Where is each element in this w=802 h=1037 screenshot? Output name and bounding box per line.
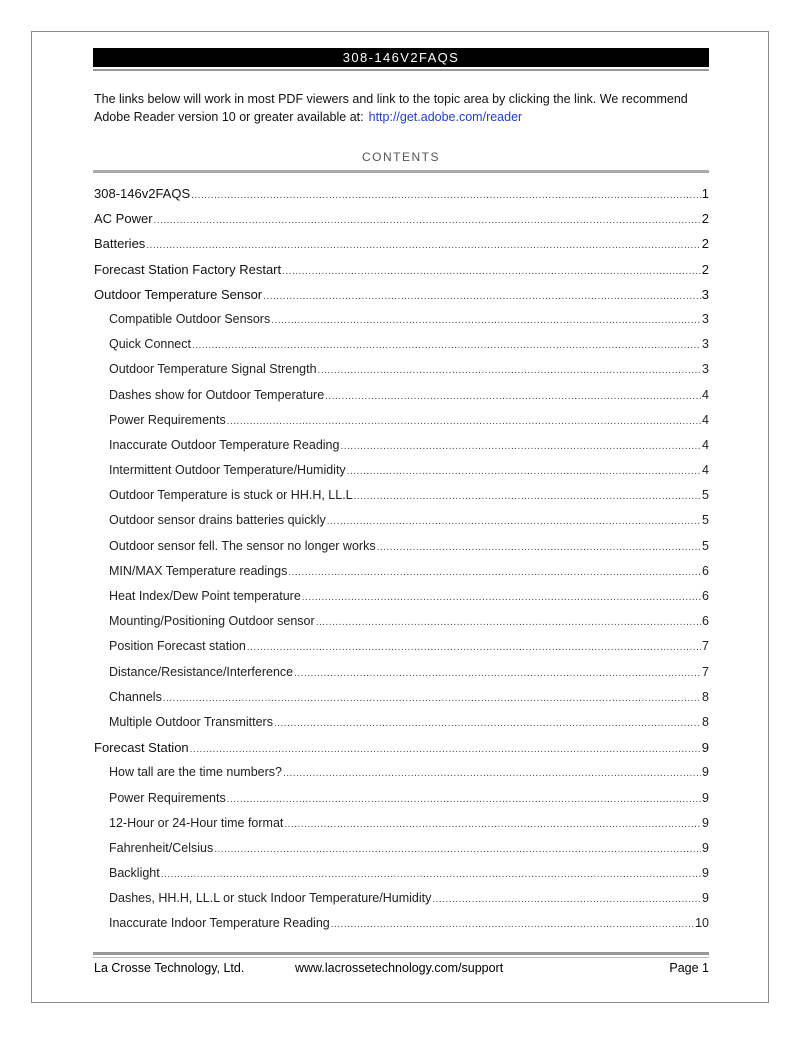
- toc-dot-leader: [347, 466, 701, 477]
- toc-entry-title: How tall are the time numbers?: [109, 765, 282, 780]
- toc-entry-title: Position Forecast station: [109, 639, 246, 654]
- toc-entry[interactable]: [94, 665, 709, 690]
- toc-entry-title: Inaccurate Indoor Temperature Reading: [109, 916, 330, 931]
- toc-dot-leader: [247, 642, 701, 653]
- toc-dot-leader: [377, 542, 701, 553]
- toc-entry-page: 5: [702, 488, 709, 503]
- toc-entry[interactable]: [94, 715, 709, 740]
- toc-entry-page: 9: [702, 866, 709, 881]
- toc-entry[interactable]: [94, 841, 709, 866]
- toc-entry[interactable]: [94, 564, 709, 589]
- toc-entry-title: 12-Hour or 24-Hour time format: [109, 815, 284, 830]
- toc-entry[interactable]: [94, 287, 709, 312]
- toc-entry[interactable]: [94, 765, 709, 790]
- document-title: 308-146V2FAQS: [93, 48, 709, 67]
- toc-entry-page: 3: [702, 362, 709, 377]
- toc-entry-title: Heat Index/Dew Point temperature: [109, 589, 301, 603]
- toc-entry-page: 10: [695, 916, 709, 931]
- toc-entry-page: 6: [702, 563, 709, 578]
- toc-dot-leader: [274, 718, 701, 729]
- toc-dot-leader: [316, 617, 701, 628]
- toc-dot-leader: [288, 567, 701, 578]
- table-of-contents: [94, 186, 709, 942]
- toc-entry[interactable]: [94, 186, 709, 211]
- toc-entry[interactable]: [94, 513, 709, 538]
- toc-dot-leader: [283, 768, 701, 779]
- toc-entry[interactable]: [94, 639, 709, 664]
- toc-dot-leader: [331, 919, 694, 930]
- toc-entry-page: 4: [702, 437, 709, 452]
- toc-entry-page: 5: [702, 538, 709, 553]
- toc-entry-page: 6: [702, 589, 709, 603]
- toc-entry[interactable]: [94, 236, 709, 261]
- toc-entry[interactable]: [94, 891, 709, 916]
- toc-entry[interactable]: [94, 816, 709, 841]
- toc-entry-title: Power Requirements: [109, 412, 226, 427]
- toc-entry-page: 2: [701, 211, 709, 227]
- toc-dot-leader: [327, 516, 701, 527]
- intro-paragraph: [94, 90, 714, 126]
- toc-dot-leader: [302, 592, 701, 603]
- toc-entry-title: Mounting/Positioning Outdoor sensor: [109, 614, 315, 629]
- toc-entry[interactable]: [94, 740, 709, 765]
- toc-entry-page: 7: [702, 639, 709, 654]
- toc-entry[interactable]: [94, 539, 709, 564]
- toc-dot-leader: [190, 744, 701, 755]
- toc-entry-title: Outdoor Temperature is stuck or HH.H, LL.L: [109, 488, 353, 503]
- footer-divider-thin: [93, 957, 709, 958]
- toc-entry-page: 9: [702, 765, 709, 780]
- toc-entry[interactable]: [94, 614, 709, 639]
- toc-dot-leader: [294, 668, 701, 679]
- toc-entry[interactable]: [94, 438, 709, 463]
- toc-entry-title: 308-146v2FAQS: [94, 186, 191, 201]
- toc-entry-title: Intermittent Outdoor Temperature/Humidity: [109, 463, 346, 478]
- toc-entry[interactable]: [94, 388, 709, 413]
- intro-text: The links below will work in most PDF viewers and link to the topic area by clicking the link. We recommend Adobe Reader version 10 or greater available at:: [94, 92, 688, 124]
- toc-entry-page: 9: [702, 840, 709, 855]
- toc-dot-leader: [318, 365, 702, 376]
- toc-dot-leader: [227, 794, 701, 805]
- toc-dot-leader: [432, 894, 701, 905]
- toc-entry-page: 4: [702, 463, 709, 478]
- toc-entry-title: Quick Connect: [109, 337, 191, 352]
- toc-entry-page: 9: [702, 891, 709, 906]
- toc-entry-page: 4: [702, 387, 709, 402]
- toc-entry-title: Multiple Outdoor Transmitters: [109, 714, 273, 729]
- toc-dot-leader: [271, 315, 701, 326]
- toc-entry[interactable]: [94, 589, 709, 614]
- toc-entry-page: 1: [701, 186, 709, 201]
- toc-entry[interactable]: [94, 337, 709, 362]
- toc-entry-page: 9: [701, 740, 709, 756]
- toc-dot-leader: [227, 416, 701, 427]
- adobe-reader-link[interactable]: http://get.adobe.com/reader: [368, 110, 523, 124]
- toc-entry-title: Dashes, HH.H, LL.L or stuck Indoor Temperature/Humidity: [109, 891, 432, 906]
- footer-page-number: Page 1: [669, 961, 709, 975]
- toc-dot-leader: [192, 340, 701, 351]
- toc-dot-leader: [263, 291, 701, 302]
- toc-entry-title: MIN/MAX Temperature readings: [109, 563, 288, 578]
- toc-entry-page: 8: [702, 714, 709, 729]
- toc-entry-page: 2: [701, 261, 709, 277]
- toc-entry[interactable]: [94, 866, 709, 891]
- toc-entry-title: Fahrenheit/Celsius: [109, 840, 214, 855]
- toc-entry-page: 2: [701, 236, 709, 252]
- toc-entry-title: Outdoor Temperature Sensor: [94, 286, 263, 302]
- toc-entry-title: AC Power: [94, 211, 153, 227]
- toc-entry[interactable]: [94, 362, 709, 387]
- toc-dot-leader: [282, 266, 701, 277]
- toc-entry-page: 9: [702, 790, 709, 805]
- toc-dot-leader: [325, 391, 701, 402]
- toc-entry[interactable]: [94, 413, 709, 438]
- toc-entry-title: Compatible Outdoor Sensors: [109, 311, 271, 326]
- toc-entry-title: Inaccurate Outdoor Temperature Reading: [109, 437, 340, 452]
- document-page: [31, 31, 769, 1003]
- title-divider: [93, 69, 709, 71]
- toc-dot-leader: [163, 693, 701, 704]
- footer-divider-thick: [93, 952, 709, 955]
- toc-entry[interactable]: [94, 312, 709, 337]
- toc-entry-title: Power Requirements: [109, 790, 226, 805]
- toc-entry[interactable]: [94, 690, 709, 715]
- toc-entry-title: Outdoor sensor fell. The sensor no longer works: [109, 538, 376, 553]
- toc-entry-page: 7: [702, 664, 709, 679]
- footer-company: La Crosse Technology, Ltd.: [94, 961, 245, 975]
- toc-entry[interactable]: [94, 262, 709, 287]
- toc-entry-title: Forecast Station: [94, 740, 189, 756]
- toc-entry[interactable]: [94, 791, 709, 816]
- toc-entry-page: 5: [702, 513, 709, 528]
- toc-dot-leader: [354, 491, 701, 502]
- contents-heading: CONTENTS: [362, 150, 440, 164]
- toc-entry-page: 3: [702, 311, 709, 326]
- toc-entry-title: Outdoor sensor drains batteries quickly: [109, 513, 326, 528]
- toc-entry-title: Dashes show for Outdoor Temperature: [109, 387, 325, 402]
- toc-entry-title: Backlight: [109, 866, 160, 881]
- toc-entry-title: Distance/Resistance/Interference: [109, 664, 294, 679]
- toc-entry-page: 3: [702, 337, 709, 352]
- toc-dot-leader: [191, 190, 701, 201]
- toc-dot-leader: [340, 441, 701, 452]
- toc-entry[interactable]: [94, 463, 709, 488]
- footer-url[interactable]: www.lacrossetechnology.com/support: [295, 961, 504, 975]
- toc-entry-title: Batteries: [94, 236, 146, 252]
- toc-dot-leader: [284, 819, 701, 830]
- toc-entry-title: Channels: [109, 689, 162, 704]
- toc-entry[interactable]: [94, 916, 709, 941]
- contents-divider: [93, 170, 709, 173]
- toc-entry[interactable]: [94, 488, 709, 513]
- toc-entry-page: 6: [702, 614, 709, 629]
- toc-dot-leader: [154, 215, 701, 226]
- toc-entry-page: 8: [702, 689, 709, 704]
- toc-dot-leader: [146, 240, 700, 251]
- toc-entry-page: 3: [701, 286, 709, 302]
- toc-entry-page: 9: [702, 815, 709, 830]
- toc-dot-leader: [161, 869, 701, 880]
- toc-dot-leader: [214, 844, 701, 855]
- toc-entry-title: Outdoor Temperature Signal Strength: [109, 362, 317, 377]
- toc-entry-page: 4: [702, 412, 709, 427]
- toc-entry-title: Forecast Station Factory Restart: [94, 261, 282, 277]
- toc-entry[interactable]: [94, 211, 709, 236]
